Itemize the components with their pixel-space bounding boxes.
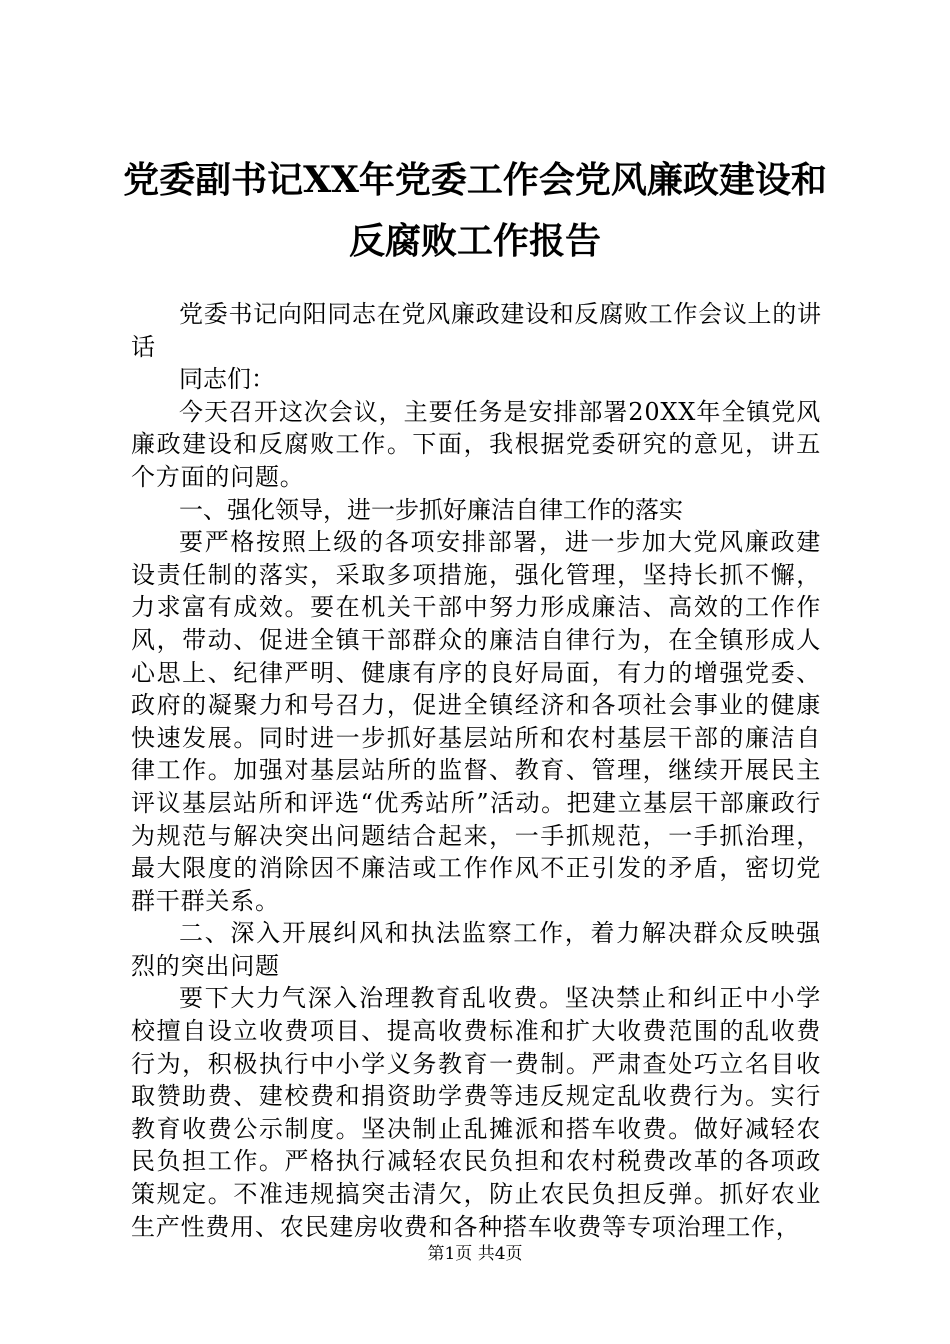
paragraph-heading-1: 一、强化领导，进一步抓好廉洁自律工作的落实	[179, 495, 683, 524]
document-title-line-2: 反腐败工作报告	[348, 220, 601, 262]
paragraph-salutation: 同志们：	[179, 365, 275, 394]
paragraph-heading-2: 二、深入开展纠风和执法监察工作，着力解决群众反映强烈的突出问题	[131, 919, 821, 980]
document-title-line-1: 党委副书记XX年党委工作会党风廉政建设和	[123, 159, 827, 201]
document-body	[131, 298, 821, 1243]
paragraph-section-2: 要下大力气深入治理教育乱收费。坚决禁止和纠正中小学校擅自设立收费项目、提高收费标准和扩大收费范围的乱收费行为，积极执行中小学义务教育一费制。严肃查处巧立名目收取赞助费、建校费和捐资助学费等违反规定乱收费行为。实行教育收费公示制度。坚决制止乱摊派和搭车收费。做好减轻农民负担工作。严格执行减轻农民负担和农村税费改革的各项政策规定。不准违规搞突击清欠，防止农民负担反弹。抓好农业生产性费用、农民建房收费和各种搭车收费等专项治理工作，	[131, 984, 821, 1241]
paragraph-section-1: 要严格按照上级的各项安排部署，进一步加大党风廉政建设责任制的落实，采取多项措施，强化管理，坚持长抓不懈，力求富有成效。要在机关干部中努力形成廉洁、高效的工作作风，带动、促进全镇干部群众的廉洁自律行为，在全镇形成人心思上、纪律严明、健康有序的良好局面，有力的增强党委、政府的凝聚力和号召力，促进全镇经济和各项社会事业的健康快速发展。同时进一步抓好基层站所和农村基层干部的廉洁自律工作。加强对基层站所的监督、教育、管理，继续开展民主评议基层站所和评选“优秀站所”活动。把建立基层干部廉政行为规范与解决突出问题结合起来，一手抓规范，一手抓治理，最大限度的消除因不廉洁或工作作风不正引发的矛盾，密切党群干群关系。	[131, 528, 821, 915]
paragraph-intro: 今天召开这次会议，主要任务是安排部署20XX年全镇党风廉政建设和反腐败工作。下面，我根据党委研究的意见，讲五个方面的问题。	[131, 397, 821, 491]
page-footer: 第1页 共4页	[427, 1244, 523, 1264]
paragraph-subtitle: 党委书记向阳同志在党风廉政建设和反腐败工作会议上的讲话	[131, 300, 821, 361]
